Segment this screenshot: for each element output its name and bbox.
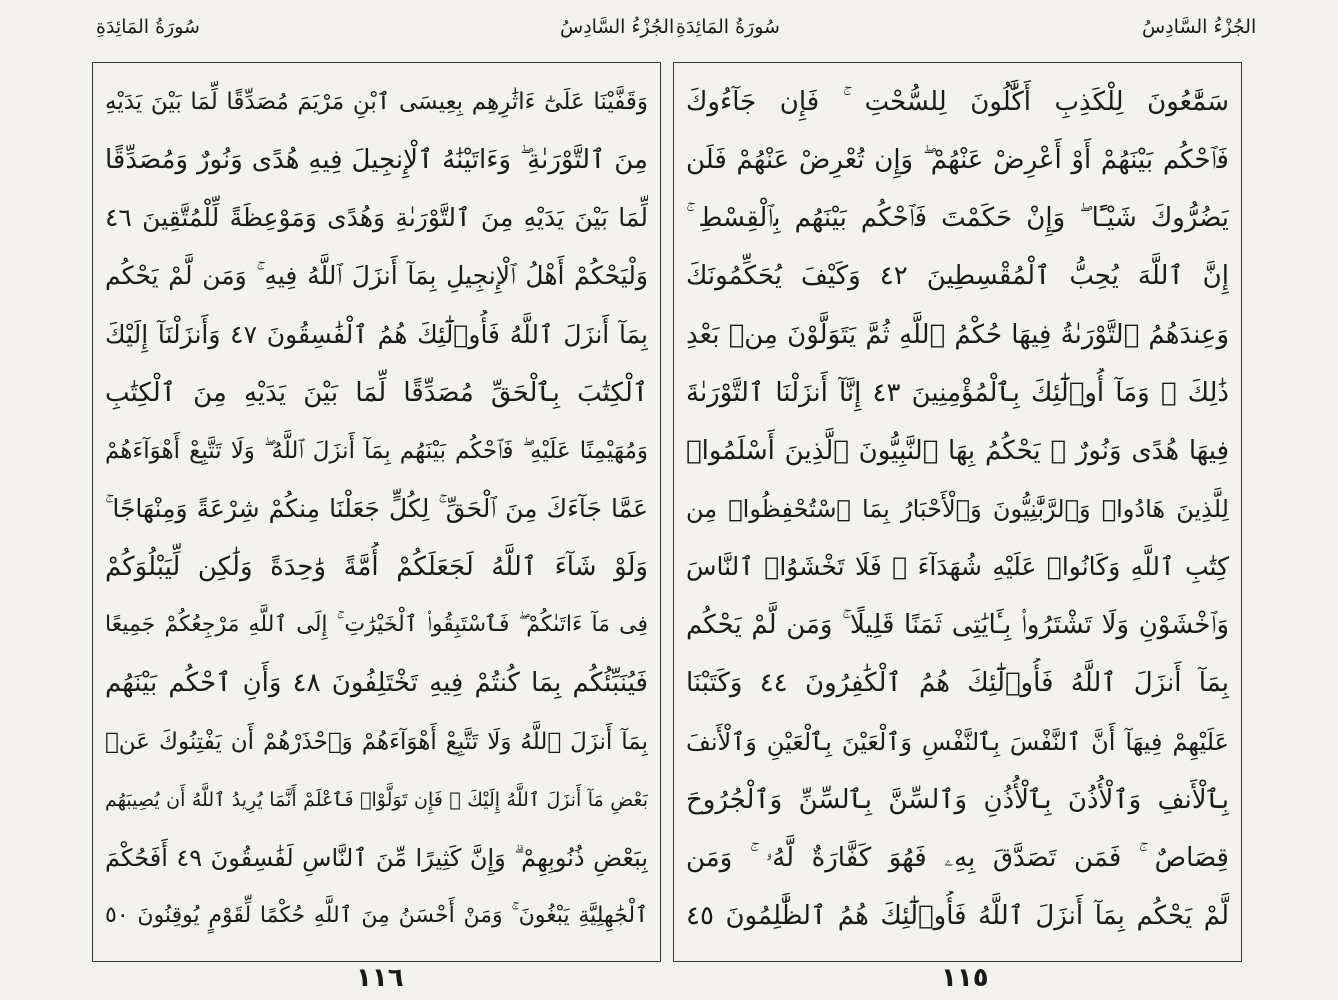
left-page-verse-line: فِى مَآ ءَاتَىٰكُمْ ۖ فَٱسْتَبِقُوا۟ ٱلْخَيْرَٰتِ ۚ إِلَى ٱللَّهِ مَرْجِعُكُمْ جَمِيعًا bbox=[105, 612, 648, 638]
right-page-juz-header: الجُزْءُ السَّادِسُ bbox=[1142, 16, 1257, 38]
left-page-verse-line: بَعْضِ مَآ أَنزَلَ ٱللَّهُ إِلَيْكَ ۖ فَإِن تَوَلَّوْا۟ فَٱعْلَمْ أَنَّمَا يُرِيدُ ٱللَّهُ أَن يُصِيبَهُم bbox=[105, 788, 648, 811]
right-page-verse-line: عَلَيْهِمْ فِيهَآ أَنَّ ٱلنَّفْسَ بِٱلنَّفْسِ وَٱلْعَيْنَ بِٱلْعَيْنِ وَٱلْأَنفَ bbox=[686, 727, 1229, 756]
right-page-verse-line: فِيهَا هُدًى وَنُورٌ ۚ يَحْكُمُ بِهَا ٱلنَّبِيُّونَ ٱلَّذِينَ أَسْلَمُوا۟ bbox=[686, 435, 1229, 466]
left-page-verse-line: عَمَّا جَآءَكَ مِنَ ٱلْحَقِّ ۚ لِكُلٍّ جَعَلْنَا مِنكُمْ شِرْعَةً وَمِنْهَاجًا ۚ bbox=[105, 493, 648, 523]
left-page-verse-line: وَلَوْ شَآءَ ٱللَّهُ لَجَعَلَكُمْ أُمَّةً وَٰحِدَةً وَلَٰكِن لِّيَبْلُوَكُمْ bbox=[105, 552, 648, 583]
left-page-lines bbox=[93, 63, 660, 961]
left-page-verse-line: ٱلْجَٰهِلِيَّةِ يَبْغُونَ ۚ وَمَنْ أَحْسَنُ مِنَ ٱللَّهِ حُكْمًا لِّقَوْمٍ يُوقِنُونَ ٥٠ bbox=[105, 902, 648, 928]
right-page-verse-line: لِلَّذِينَ هَادُوا۟ وَٱلرَّبَّٰنِيُّونَ وَٱلْأَحْبَارُ بِمَا ٱسْتُحْفِظُوا۟ مِن bbox=[686, 494, 1229, 523]
right-page-verse-line: قِصَاصٌ ۚ فَمَن تَصَدَّقَ بِهِۦ فَهُوَ كَفَّارَةٌ لَّهُۥ ۚ وَمَن bbox=[686, 842, 1229, 873]
left-page-juz-header: الجُزْءُ السَّادِسُ bbox=[560, 16, 675, 38]
right-page-verse-line: كِتَٰبِ ٱللَّهِ وَكَانُوا۟ عَلَيْهِ شُهَدَآءَ ۚ فَلَا تَخْشَوُا۟ ٱلنَّاسَ bbox=[686, 552, 1229, 582]
left-page-verse-line: وَقَفَّيْنَا عَلَىٰٓ ءَاثَٰرِهِم بِعِيسَى ٱبْنِ مَرْيَمَ مُصَدِّقًا لِّمَا بَيْنَ يَدَيْهِ bbox=[105, 89, 648, 115]
right-page-verse-line: سَمَّٰعُونَ لِلْكَذِبِ أَكَّٰلُونَ لِلسُّحْتِ ۚ فَإِن جَآءُوكَ bbox=[686, 87, 1229, 117]
left-page-verse-line: وَمُهَيْمِنًا عَلَيْهِ ۖ فَٱحْكُم بَيْنَهُم بِمَآ أَنزَلَ ٱللَّهُ ۖ وَلَا تَتَّبِعْ أَهْوَآءَهُمْ bbox=[105, 437, 648, 464]
left-page-verse-line: بِبَعْضِ ذُنُوبِهِمْ ۗ وَإِنَّ كَثِيرًا مِّنَ ٱلنَّاسِ لَفَٰسِقُونَ ٤٩ أَفَحُكْمَ bbox=[105, 843, 648, 872]
right-page-text-frame bbox=[673, 62, 1242, 962]
left-page-verse-line: بِمَآ أَنزَلَ ٱللَّهُ وَلَا تَتَّبِعْ أَهْوَآءَهُمْ وَٱحْذَرْهُمْ أَن يَفْتِنُوكَ عَنۢ bbox=[105, 728, 648, 755]
left-page-verse-line: فَيُنَبِّئُكُم بِمَا كُنتُمْ فِيهِ تَخْتَلِفُونَ ٤٨ وَأَنِ ٱحْكُم بَيْنَهُم bbox=[105, 668, 648, 699]
left-page-verse-line: لِّمَا بَيْنَ يَدَيْهِ مِنَ ٱلتَّوْرَىٰةِ وَهُدًى وَمَوْعِظَةً لِّلْمُتَّقِينَ ٤٦ bbox=[105, 203, 648, 233]
left-page-number: ١١٦ bbox=[356, 963, 404, 993]
right-page-verse-line: بِٱلْأَنفِ وَٱلْأُذُنَ بِٱلْأُذُنِ وَٱلسِّنَّ بِٱلسِّنِّ وَٱلْجُرُوحَ bbox=[686, 784, 1229, 815]
left-page-verse-line: مِنَ ٱلتَّوْرَىٰةِ ۖ وَءَاتَيْنَٰهُ ٱلْإِنجِيلَ فِيهِ هُدًى وَنُورٌ وَمُصَدِّقًا bbox=[105, 145, 648, 176]
right-page-number: ١١٥ bbox=[941, 963, 989, 993]
right-page-surah-header: سُورَةُ المَائِدَةِ bbox=[676, 16, 780, 38]
right-page-verse-line: لَّمْ يَحْكُم بِمَآ أَنزَلَ ٱللَّهُ فَأُو۟لَٰٓئِكَ هُمُ ٱلظَّٰلِمُونَ ٤٥ bbox=[686, 900, 1229, 931]
left-page-verse-line: ٱلْكِتَٰبَ بِٱلْحَقِّ مُصَدِّقًا لِّمَا بَيْنَ يَدَيْهِ مِنَ ٱلْكِتَٰبِ bbox=[105, 377, 648, 408]
left-page-text-frame bbox=[92, 62, 661, 962]
right-page-verse-line: بِمَآ أَنزَلَ ٱللَّهُ فَأُو۟لَٰٓئِكَ هُمُ ٱلْكَٰفِرُونَ ٤٤ وَكَتَبْنَا bbox=[686, 668, 1229, 699]
right-page-verse-line: وَعِندَهُمُ ٱلتَّوْرَىٰةُ فِيهَا حُكْمُ ٱللَّهِ ثُمَّ يَتَوَلَّوْنَ مِنۢ بَعْدِ bbox=[686, 319, 1229, 350]
left-page-verse-line: بِمَآ أَنزَلَ ٱللَّهُ فَأُو۟لَٰٓئِكَ هُمُ ٱلْفَٰسِقُونَ ٤٧ وَأَنزَلْنَآ إِلَيْكَ bbox=[105, 319, 648, 349]
right-page-verse-line: فَٱحْكُم بَيْنَهُمْ أَوْ أَعْرِضْ عَنْهُمْ ۖ وَإِن تُعْرِضْ عَنْهُمْ فَلَن bbox=[686, 145, 1229, 176]
right-page-verse-line: ذَٰلِكَ ۚ وَمَآ أُو۟لَٰٓئِكَ بِٱلْمُؤْمِنِينَ ٤٣ إِنَّآ أَنزَلْنَا ٱلتَّوْرَىٰةَ bbox=[686, 377, 1229, 408]
left-page-verse-line: وَلْيَحْكُمْ أَهْلُ ٱلْإِنجِيلِ بِمَآ أَنزَلَ ٱللَّهُ فِيهِ ۚ وَمَن لَّمْ يَحْكُم bbox=[105, 261, 648, 291]
right-page-verse-line: وَٱخْشَوْنِ وَلَا تَشْتَرُوا۟ بِـَٔايَٰتِى ثَمَنًا قَلِيلًا ۚ وَمَن لَّمْ يَحْكُم bbox=[686, 610, 1229, 641]
right-page-lines bbox=[674, 63, 1241, 961]
right-page-verse-line: يَضُرُّوكَ شَيْـًٔا ۖ وَإِنْ حَكَمْتَ فَٱحْكُم بَيْنَهُم بِٱلْقِسْطِ ۚ bbox=[686, 203, 1229, 234]
left-page-surah-header: سُورَةُ المَائِدَةِ bbox=[96, 16, 200, 38]
right-page-verse-line: إِنَّ ٱللَّهَ يُحِبُّ ٱلْمُقْسِطِينَ ٤٢ وَكَيْفَ يُحَكِّمُونَكَ bbox=[686, 261, 1229, 292]
